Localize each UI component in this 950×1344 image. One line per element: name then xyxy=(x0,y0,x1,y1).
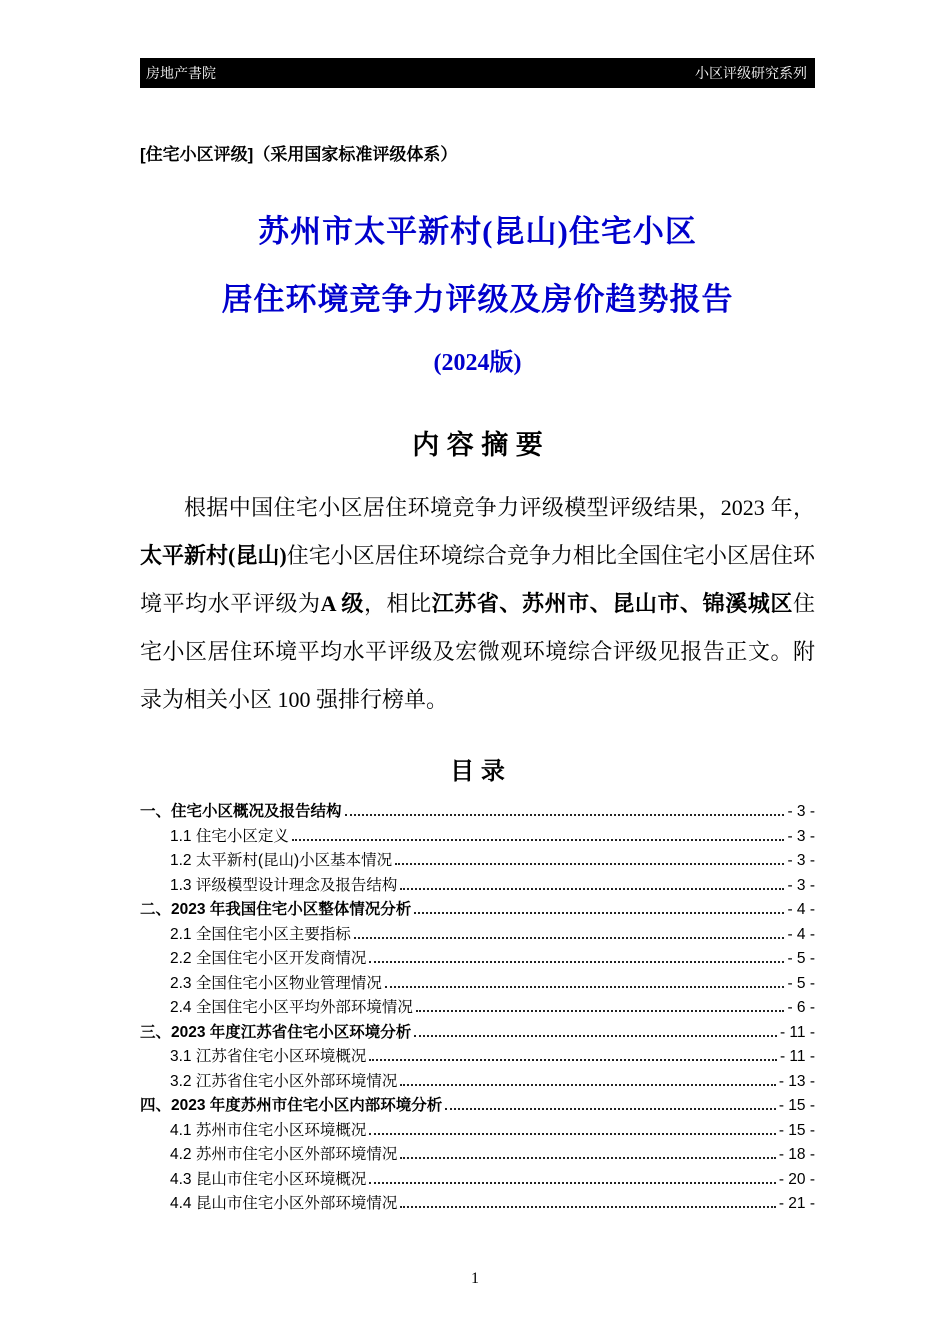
toc-entry-page: - 11 - xyxy=(779,1023,815,1041)
toc-dot-leader xyxy=(369,1047,777,1062)
toc-dot-leader xyxy=(354,924,785,939)
toc-entry xyxy=(140,800,815,825)
toc-entry-page: - 15 - xyxy=(778,1121,815,1139)
toc-dot-leader xyxy=(369,1120,775,1135)
toc-dot-leader xyxy=(414,900,784,915)
toc-entry-label: 4.1 苏州市住宅小区环境概况 xyxy=(170,1121,367,1139)
toc-entry xyxy=(140,1119,815,1144)
header-right-text: 小区评级研究系列 xyxy=(695,65,807,81)
toc-dot-leader xyxy=(414,1022,777,1037)
toc-entry-label: 2.4 全国住宅小区平均外部环境情况 xyxy=(170,999,413,1017)
toc-entry-page: - 6 - xyxy=(787,999,815,1017)
toc-entry-label: 3.2 江苏省住宅小区外部环境情况 xyxy=(170,1072,398,1090)
toc-entry-page: - 3 - xyxy=(787,852,815,870)
title-line-1: 苏州市太平新村(昆山)住宅小区 xyxy=(258,214,697,249)
summary-heading: 内 容 摘 要 xyxy=(412,430,543,461)
running-header xyxy=(140,58,815,88)
summary-segment: 住宅小区居住环境综合竞争力相比全国住宅小区居住环境平均水平评级为 xyxy=(140,542,815,616)
summary-segment: 江苏省、苏州市、昆山市、锦溪城区 xyxy=(431,590,793,616)
toc-entry-page: - 21 - xyxy=(778,1195,815,1213)
toc-dot-leader xyxy=(292,826,785,841)
toc-entry-page: - 15 - xyxy=(778,1097,815,1115)
toc-dot-leader xyxy=(395,851,784,866)
toc-entry-page: - 3 - xyxy=(787,803,815,821)
toc-entry xyxy=(140,1021,815,1046)
toc-entry xyxy=(140,923,815,948)
toc-dot-leader xyxy=(369,1169,775,1184)
rating-system-note: [住宅小区评级]（采用国家标准评级体系） xyxy=(140,145,458,164)
toc-entry-label: 2.1 全国住宅小区主要指标 xyxy=(170,925,351,943)
toc-heading: 目 录 xyxy=(450,757,505,785)
toc-entry-label: 4.3 昆山市住宅小区环境概况 xyxy=(170,1170,367,1188)
toc-entry-label: 2.3 全国住宅小区物业管理情况 xyxy=(170,974,382,992)
toc-dot-leader xyxy=(400,875,784,890)
toc-entry xyxy=(140,1192,815,1217)
toc-entry-label: 一、住宅小区概况及报告结构 xyxy=(140,803,342,821)
toc-entry-label: 二、2023 年我国住宅小区整体情况分析 xyxy=(140,901,412,919)
toc-entry xyxy=(140,1045,815,1070)
report-title xyxy=(140,213,815,377)
toc-dot-leader xyxy=(400,1194,775,1209)
summary-segment: A 级 xyxy=(320,590,364,616)
toc-entry xyxy=(140,1094,815,1119)
toc-dot-leader xyxy=(400,1145,775,1160)
toc-dot-leader xyxy=(369,949,784,964)
toc-entry-label: 1.3 评级模型设计理念及报告结构 xyxy=(170,876,398,894)
toc-dot-leader xyxy=(345,802,785,817)
table-of-contents xyxy=(140,800,815,1217)
toc-entry-page: - 18 - xyxy=(778,1146,815,1164)
toc-entry-label: 三、2023 年度江苏省住宅小区环境分析 xyxy=(140,1023,412,1041)
header-left-text: 房地产書院 xyxy=(146,65,216,81)
summary-segment: 太平新村(昆山) xyxy=(140,542,287,568)
toc-entry xyxy=(140,972,815,997)
toc-entry-page: - 3 - xyxy=(787,827,815,845)
toc-entry xyxy=(140,874,815,899)
toc-entry-page: - 20 - xyxy=(778,1170,815,1188)
toc-entry xyxy=(140,849,815,874)
toc-entry-page: - 4 - xyxy=(787,925,815,943)
toc-entry-page: - 5 - xyxy=(787,974,815,992)
toc-entry xyxy=(140,947,815,972)
toc-dot-leader xyxy=(385,973,785,988)
summary-paragraph xyxy=(140,484,815,724)
toc-entry-label: 2.2 全国住宅小区开发商情况 xyxy=(170,950,367,968)
toc-entry-page: - 5 - xyxy=(787,950,815,968)
toc-dot-leader xyxy=(400,1071,775,1086)
toc-entry xyxy=(140,898,815,923)
toc-entry xyxy=(140,1168,815,1193)
title-line-2: 居住环境竞争力评级及房价趋势报告 xyxy=(221,281,734,317)
toc-entry-page: - 13 - xyxy=(778,1072,815,1090)
toc-entry-label: 1.1 住宅小区定义 xyxy=(170,827,289,845)
title-edition: (2024版) xyxy=(433,349,522,376)
toc-entry-page: - 11 - xyxy=(779,1048,815,1066)
toc-entry-page: - 3 - xyxy=(787,876,815,894)
toc-dot-leader xyxy=(416,998,785,1013)
toc-entry-label: 4.4 昆山市住宅小区外部环境情况 xyxy=(170,1195,398,1213)
toc-dot-leader xyxy=(445,1096,776,1111)
toc-entry xyxy=(140,825,815,850)
toc-entry xyxy=(140,996,815,1021)
toc-entry xyxy=(140,1070,815,1095)
toc-entry-label: 四、2023 年度苏州市住宅小区内部环境分析 xyxy=(140,1097,443,1115)
toc-entry-label: 3.1 江苏省住宅小区环境概况 xyxy=(170,1048,367,1066)
summary-segment: 根据中国住宅小区居住环境竞争力评级模型评级结果，2023 年， xyxy=(184,494,815,520)
toc-entry-page: - 4 - xyxy=(787,901,815,919)
summary-segment: 住宅小区居住环境平均水平评级及宏微观环境综合评级见报告正文。附录为相关小区 100 强排行榜单。 xyxy=(140,590,815,712)
toc-entry xyxy=(140,1143,815,1168)
summary-segment: ，相比 xyxy=(363,590,432,616)
page-number: 1 xyxy=(471,1270,479,1287)
toc-entry-label: 1.2 太平新村(昆山)小区基本情况 xyxy=(170,852,393,870)
toc-entry-label: 4.2 苏州市住宅小区外部环境情况 xyxy=(170,1146,398,1164)
